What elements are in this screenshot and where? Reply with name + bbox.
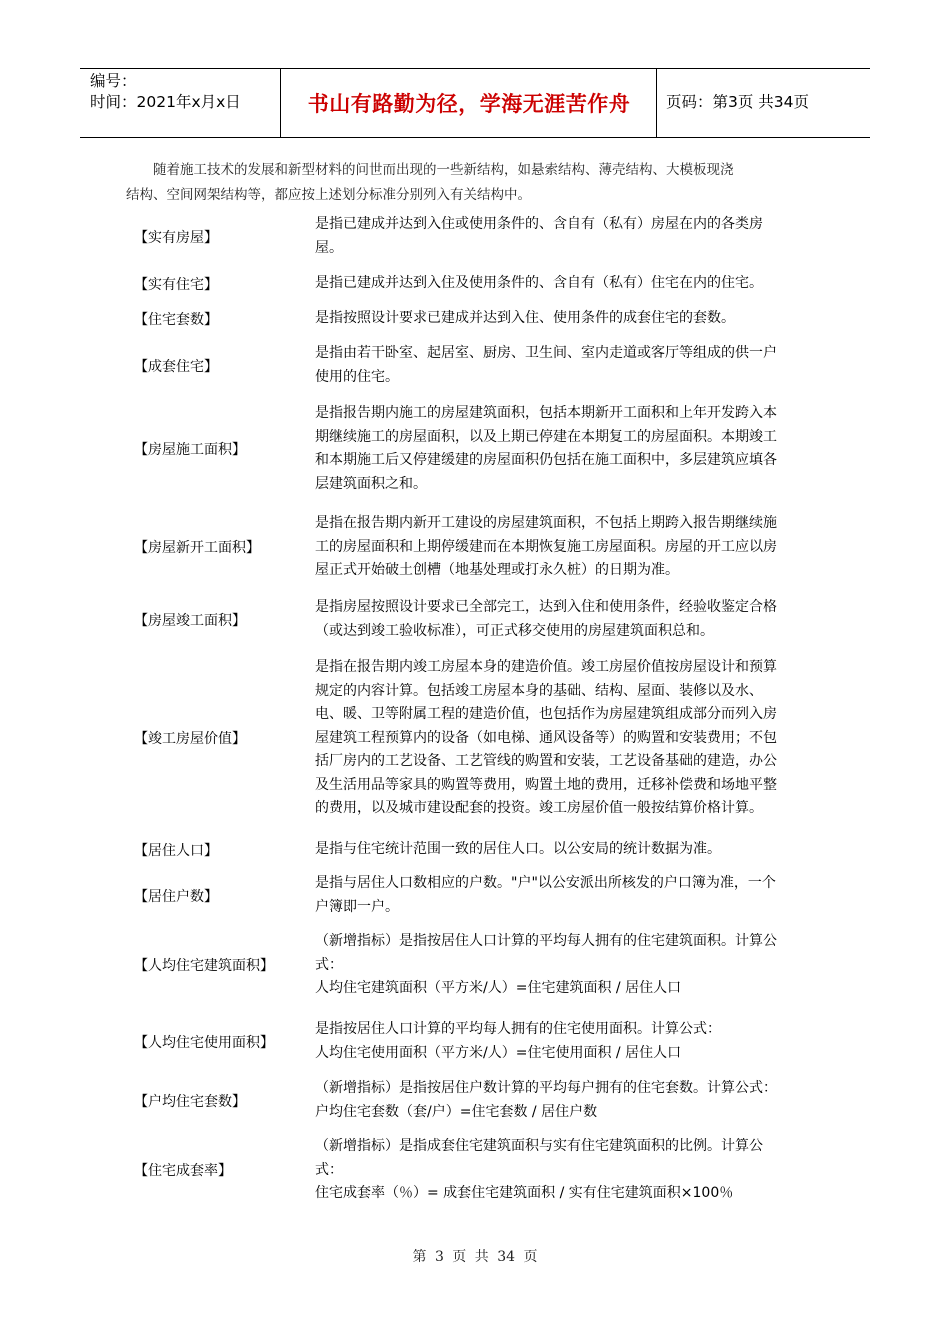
definition-term: 【房屋新开工面积】 (134, 540, 260, 557)
definition-text (315, 213, 805, 260)
definition-row (134, 656, 814, 821)
definition-term: 【人均住宅建筑面积】 (134, 958, 274, 975)
definition-line: 括厂房内的工艺设备、工艺管线的购置和安装，工艺设备基础的建造，办公 (315, 753, 777, 769)
definition-text (315, 930, 805, 1001)
definition-line: 的费用，以及城市建设配套的投资。竣工房屋价值一般按结算价格计算。 (315, 800, 763, 816)
definition-term: 【房屋施工面积】 (134, 442, 246, 458)
definition-line: 户均住宅套数（套/户）=住宅套数 / 居住户数 (315, 1103, 598, 1120)
definition-text (315, 656, 805, 821)
definition-line: 期继续施工的房屋面积，以及上期已停建在本期复工的房屋面积。本期竣工 (315, 428, 777, 445)
definition-row (134, 1018, 814, 1065)
definition-term: 【实有房屋】 (134, 229, 218, 246)
definition-line: 是指由若干卧室、起居室、厨房、卫生间、室内走道或客厅等组成的供一户 (315, 345, 777, 361)
intro-line: 随着施工技术的发展和新型材料的问世而出现的一些新结构，如悬索结构、薄壳结构、大模板现浇 (153, 162, 734, 178)
definition-row (134, 1077, 814, 1124)
definition-line: 是指报告期内施工的房屋建筑面积，包括本期新开工面积和上年开发跨入本 (315, 405, 777, 421)
definition-line: 住宅成套率（％）= 成套住宅建筑面积 / 实有住宅建筑面积×100％ (315, 1185, 734, 1201)
definition-row (134, 307, 814, 331)
definition-line: 是指在报告期内新开工建设的房屋建筑面积，不包括上期跨入报告期继续施 (315, 515, 777, 531)
definition-term: 【实有住宅】 (134, 276, 218, 293)
definition-line: 人均住宅使用面积（平方米/人）=住宅使用面积 / 居住人口 (315, 1044, 682, 1061)
definition-line: 屋。 (315, 239, 343, 256)
header-divider (280, 69, 281, 137)
definition-line: 屋建筑工程预算内的设备（如电梯、通风设备等）的购置和安装费用；不包 (315, 729, 777, 746)
definition-line: （新增指标）是指按居住人口计算的平均每人拥有的住宅建筑面积。计算公 (315, 933, 777, 949)
definition-term: 【住宅成套率】 (134, 1163, 232, 1180)
definition-line: 屋正式开始破土创槽（地基处理或打永久桩）的日期为准。 (315, 562, 679, 578)
intro-line: 结构、空间网架结构等，都应按上述划分标准分别列入有关结构中。 (126, 187, 531, 203)
definition-row (134, 930, 814, 1001)
definition-row (134, 272, 814, 296)
definition-row (134, 872, 814, 919)
definition-line: 是指在报告期内竣工房屋本身的建造价值。竣工房屋价值按房屋设计和预算 (315, 659, 777, 675)
definition-text (315, 872, 805, 919)
page-footer: 第 3 页 共 34 页 (412, 1249, 538, 1265)
definition-term: 【成套住宅】 (134, 358, 218, 375)
definition-line: 户簿即一户。 (315, 898, 399, 915)
definition-text (315, 1077, 805, 1124)
definition-line: （新增指标）是指按居住户数计算的平均每户拥有的住宅套数。计算公式： (315, 1080, 777, 1096)
definition-line: 是指与居住人口数相应的户数。"户"以公安派出所核发的户口簿为准，一个 (315, 875, 776, 891)
definition-row (134, 596, 814, 643)
definition-term: 【户均住宅套数】 (134, 1093, 246, 1110)
definition-row (134, 213, 814, 260)
definition-line: 是指按照设计要求已建成并达到入住、使用条件的成套住宅的套数。 (315, 310, 735, 326)
definition-text (315, 512, 805, 583)
definition-term: 【居住人口】 (134, 842, 218, 859)
header-page-info: 页码：第3页 共34页 (666, 93, 810, 111)
definition-line: 是指已建成并达到入住及使用条件的、含自有（私有）住宅在内的住宅。 (315, 275, 763, 291)
definition-line: 工的房屋面积和上期停缓建而在本期恢复施工房屋面积。房屋的开工应以房 (315, 538, 777, 555)
definition-row (134, 342, 814, 389)
definition-text (315, 1135, 805, 1206)
definition-line: （或达到竣工验收标准），可正式移交使用的房屋建筑面积总和。 (315, 622, 714, 639)
definition-text (315, 342, 805, 389)
definition-line: 是指与住宅统计范围一致的居住人口。以公安局的统计数据为准。 (315, 841, 721, 857)
header-motto: 书山有路勤为径，学海无涯苦作舟 (307, 92, 631, 116)
definition-line: 是指房屋按照设计要求已全部完工，达到入住和使用条件，经验收鉴定合格 (315, 599, 777, 615)
header-divider (656, 69, 657, 137)
definition-text (315, 402, 805, 496)
definition-line: 使用的住宅。 (315, 368, 399, 385)
definition-text (315, 1018, 805, 1065)
definition-row (134, 1135, 814, 1206)
document-date: 时间：2021年x月x日 (90, 93, 241, 111)
definition-term: 【人均住宅使用面积】 (134, 1034, 274, 1051)
definition-line: 及生活用品等家具的购置等费用，购置土地的费用，迁移补偿费和场地平整 (315, 776, 777, 793)
definition-text (315, 596, 805, 643)
definition-row (134, 402, 814, 496)
page-header (80, 68, 870, 138)
document-number-label: 编号： (90, 72, 137, 90)
definition-line: 层建筑面积之和。 (315, 475, 427, 492)
definition-line: 和本期施工后又停建缓建的房屋面积仍包括在施工面积中，多层建筑应填各 (315, 452, 777, 468)
definition-line: 式： (315, 1161, 343, 1178)
definition-row (134, 512, 814, 583)
intro-paragraph (126, 158, 806, 208)
definition-line: 是指已建成并达到入住或使用条件的、含自有（私有）房屋在内的各类房 (315, 216, 763, 232)
definition-line: （新增指标）是指成套住宅建筑面积与实有住宅建筑面积的比例。计算公 (315, 1138, 763, 1154)
definition-text (315, 838, 805, 862)
definition-term: 【住宅套数】 (134, 311, 218, 328)
definition-text (315, 307, 805, 331)
definition-text (315, 272, 805, 296)
definition-line: 人均住宅建筑面积（平方米/人）=住宅建筑面积 / 居住人口 (315, 980, 682, 996)
definition-term: 【竣工房屋价值】 (134, 731, 246, 748)
definition-term: 【房屋竣工面积】 (134, 612, 246, 629)
definition-line: 电、暖、卫等附属工程的建造价值，也包括作为房屋建筑组成部分而列入房 (315, 706, 777, 722)
definition-line: 是指按居住人口计算的平均每人拥有的住宅使用面积。计算公式： (315, 1021, 721, 1037)
definition-row (134, 838, 814, 862)
definition-line: 规定的内容计算。包括竣工房屋本身的基础、结构、屋面、装修以及水、 (315, 682, 763, 699)
definition-line: 式： (315, 956, 343, 973)
definition-term: 【居住户数】 (134, 888, 218, 905)
header-meta (90, 71, 241, 113)
